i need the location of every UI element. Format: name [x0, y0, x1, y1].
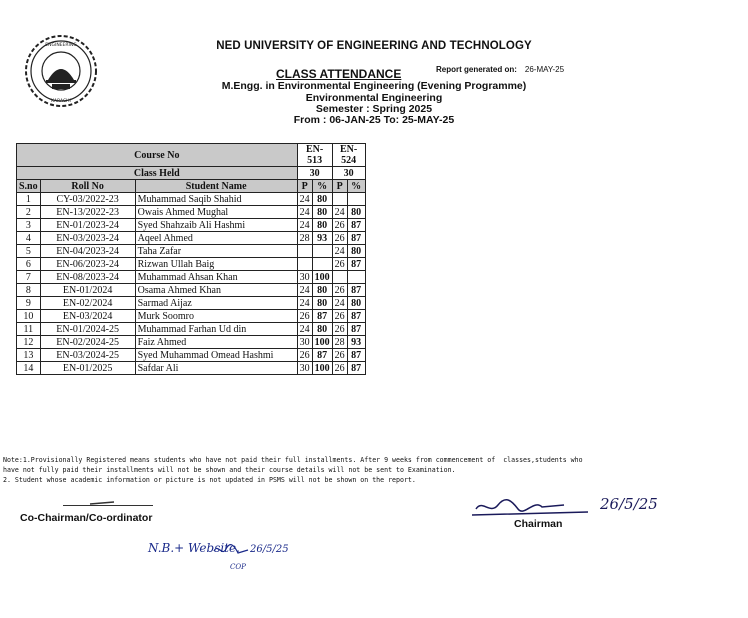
cell-pc1: 80: [312, 206, 332, 219]
report-generated-label: Report generated on:: [436, 65, 517, 74]
cell-roll: CY-03/2022-23: [40, 193, 135, 206]
cell-p2: 28: [332, 336, 347, 349]
cell-name: Sarmad Aijaz: [135, 297, 297, 310]
cell-p2: 26: [332, 284, 347, 297]
table-row: [17, 232, 366, 245]
sno-header: S.no: [17, 180, 41, 193]
cell-p1: 24: [297, 284, 312, 297]
cell-pc2: 80: [347, 297, 365, 310]
cell-pc1: 93: [312, 232, 332, 245]
course-code: EN-513: [297, 144, 332, 167]
cell-roll: EN-08/2023-24: [40, 271, 135, 284]
attendance-table: [16, 143, 366, 375]
cell-pc2: 80: [347, 245, 365, 258]
percent-header: %: [312, 180, 332, 193]
cell-p2: 26: [332, 219, 347, 232]
course-code: EN-524: [332, 144, 365, 167]
name-header: Student Name: [135, 180, 297, 193]
cell-pc1: 80: [312, 193, 332, 206]
cell-roll: EN-01/2025: [40, 362, 135, 375]
cell-pc1: 80: [312, 297, 332, 310]
cell-sno: 1: [17, 193, 41, 206]
report-generated-date: 26-MAY-25: [524, 65, 565, 74]
cell-sno: 4: [17, 232, 41, 245]
cell-p1: 24: [297, 323, 312, 336]
cell-p1: 30: [297, 362, 312, 375]
cell-pc2: 87: [347, 258, 365, 271]
cell-p1: [297, 245, 312, 258]
department-name: Environmental Engineering: [305, 92, 443, 104]
percent-header: %: [347, 180, 365, 193]
cell-sno: 2: [17, 206, 41, 219]
course-no-label: Course No: [17, 144, 298, 167]
handwritten-note: N.B.+ Website.: [148, 541, 240, 555]
cell-name: Safdar Ali: [135, 362, 297, 375]
cell-pc2: [347, 271, 365, 284]
cell-sno: 9: [17, 297, 41, 310]
cell-name: Rizwan Ullah Baig: [135, 258, 297, 271]
cell-name: Muhammad Farhan Ud din: [135, 323, 297, 336]
column-header-row: [17, 180, 366, 193]
program-name: M.Engg. in Environmental Engineering (Evening Programme): [221, 80, 527, 92]
cell-roll: EN-01/2024-25: [40, 323, 135, 336]
cell-pc1: [312, 258, 332, 271]
cell-pc2: 87: [347, 284, 365, 297]
cell-sno: 3: [17, 219, 41, 232]
cell-p1: 26: [297, 349, 312, 362]
cell-name: Osama Ahmed Khan: [135, 284, 297, 297]
cell-sno: 10: [17, 310, 41, 323]
class-held-value: 30: [332, 167, 365, 180]
handwritten-cop: COP: [230, 563, 246, 571]
cell-p2: 24: [332, 297, 347, 310]
table-row: [17, 206, 366, 219]
table-row: [17, 336, 366, 349]
cell-pc2: 87: [347, 232, 365, 245]
cell-roll: EN-13/2022-23: [40, 206, 135, 219]
cell-name: Aqeel Ahmed: [135, 232, 297, 245]
cell-pc1: 80: [312, 323, 332, 336]
cell-roll: EN-04/2023-24: [40, 245, 135, 258]
cell-p1: 30: [297, 271, 312, 284]
table-row: [17, 284, 366, 297]
cell-pc2: 93: [347, 336, 365, 349]
table-row: [17, 349, 366, 362]
cell-sno: 8: [17, 284, 41, 297]
cell-name: Muhammad Ahsan Khan: [135, 271, 297, 284]
cell-p1: 30: [297, 336, 312, 349]
cell-sno: 5: [17, 245, 41, 258]
report-title: CLASS ATTENDANCE: [276, 67, 402, 81]
table-row: [17, 258, 366, 271]
present-header: P: [332, 180, 347, 193]
chairman-date: 26/5/25: [600, 495, 658, 513]
cell-pc2: 87: [347, 323, 365, 336]
cell-roll: EN-02/2024: [40, 297, 135, 310]
cell-pc1: 100: [312, 336, 332, 349]
cell-p2: 26: [332, 232, 347, 245]
table-row: [17, 310, 366, 323]
cell-p2: [332, 193, 347, 206]
cell-name: Owais Ahmed Mughal: [135, 206, 297, 219]
cell-roll: EN-03/2024: [40, 310, 135, 323]
note-line: 2. Student whose academic information or picture is not updated in PSMS will not be shown on the report.: [3, 476, 416, 484]
table-row: [17, 297, 366, 310]
cell-name: Syed Muhammad Omead Hashmi: [135, 349, 297, 362]
table-row: [17, 245, 366, 258]
note-line: have not fully paid their installments will not be shown and their course details will not be sent to Examination.: [3, 466, 456, 474]
cell-name: Faiz Ahmed: [135, 336, 297, 349]
cell-pc1: 87: [312, 349, 332, 362]
class-held-value: 30: [297, 167, 332, 180]
cell-p1: [297, 258, 312, 271]
cell-pc1: 100: [312, 271, 332, 284]
semester: Semester : Spring 2025: [315, 103, 433, 115]
cell-pc2: 87: [347, 219, 365, 232]
present-header: P: [297, 180, 312, 193]
cell-pc1: 100: [312, 362, 332, 375]
cell-sno: 13: [17, 349, 41, 362]
cell-p1: 24: [297, 219, 312, 232]
cell-pc1: 80: [312, 284, 332, 297]
cell-p1: 26: [297, 310, 312, 323]
table-row: [17, 271, 366, 284]
cell-sno: 12: [17, 336, 41, 349]
cell-p2: 26: [332, 349, 347, 362]
svg-text:KARACHI: KARACHI: [51, 99, 71, 104]
cell-p1: 24: [297, 206, 312, 219]
table-row: [17, 219, 366, 232]
cell-name: Murk Soomro: [135, 310, 297, 323]
cell-sno: 6: [17, 258, 41, 271]
handwritten-date: 26/5/25: [250, 544, 289, 555]
cell-sno: 14: [17, 362, 41, 375]
cell-pc2: [347, 193, 365, 206]
handwritten-initials: [212, 541, 250, 559]
table-row: [17, 323, 366, 336]
cell-p2: [332, 271, 347, 284]
report-generated: [436, 65, 564, 74]
cell-pc2: 87: [347, 349, 365, 362]
cell-name: Muhammad Saqib Shahid: [135, 193, 297, 206]
svg-text:ENGINEERING: ENGINEERING: [45, 43, 77, 48]
cell-p1: 24: [297, 193, 312, 206]
cell-pc2: 87: [347, 310, 365, 323]
cell-name: Syed Shahzaib Ali Hashmi: [135, 219, 297, 232]
cell-roll: EN-01/2024: [40, 284, 135, 297]
attendance-rows: [17, 193, 366, 375]
cell-pc1: 87: [312, 310, 332, 323]
cell-p2: 26: [332, 310, 347, 323]
table-row: [17, 193, 366, 206]
roll-header: Roll No: [40, 180, 135, 193]
co-chairman-label: Co-Chairman/Co-ordinator: [20, 512, 153, 524]
cell-pc1: 80: [312, 219, 332, 232]
cell-p2: 24: [332, 206, 347, 219]
notes: [3, 455, 748, 485]
cell-p2: 26: [332, 362, 347, 375]
period: From : 06-JAN-25 To: 25-MAY-25: [293, 114, 455, 126]
cell-pc1: [312, 245, 332, 258]
university-name: NED UNIVERSITY OF ENGINEERING AND TECHNOLOGY: [216, 40, 532, 52]
cell-p2: 26: [332, 323, 347, 336]
cell-sno: 11: [17, 323, 41, 336]
cell-pc2: 87: [347, 362, 365, 375]
cell-p2: 26: [332, 258, 347, 271]
class-held-label: Class Held: [17, 167, 298, 180]
cell-name: Taha Zafar: [135, 245, 297, 258]
cell-roll: EN-06/2023-24: [40, 258, 135, 271]
class-held-row: [17, 167, 366, 180]
cell-roll: EN-01/2023-24: [40, 219, 135, 232]
cell-p1: 28: [297, 232, 312, 245]
cell-p2: 24: [332, 245, 347, 258]
chairman-label: Chairman: [514, 518, 563, 530]
cell-roll: EN-02/2024-25: [40, 336, 135, 349]
co-chair-initial: [88, 500, 118, 506]
note-line: Note:1.Provisionally Registered means students who have not paid their full installments. After 9 weeks from commencement of classes,students who: [3, 456, 583, 464]
cell-roll: EN-03/2024-25: [40, 349, 135, 362]
table-row: [17, 362, 366, 375]
cell-roll: EN-03/2023-24: [40, 232, 135, 245]
cell-pc2: 80: [347, 206, 365, 219]
course-row: [17, 144, 366, 167]
cell-sno: 7: [17, 271, 41, 284]
cell-p1: 24: [297, 297, 312, 310]
